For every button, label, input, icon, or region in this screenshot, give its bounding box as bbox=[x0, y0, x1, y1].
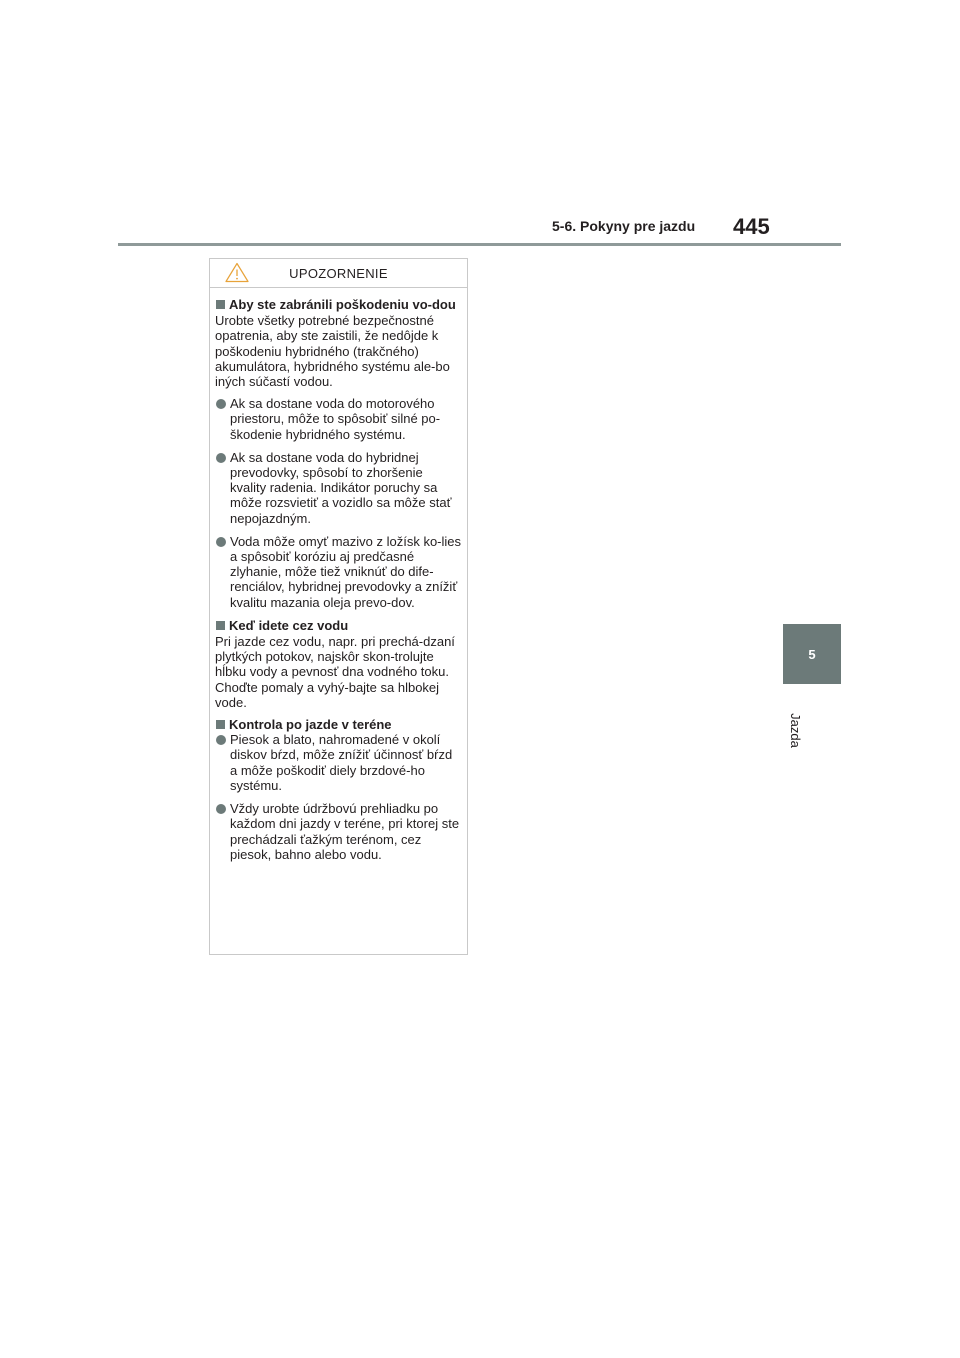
list-item-text: Vždy urobte údržbovú prehliadku po každom dni jazdy v teréne, pri ktorej ste prechádzali ťažkým terénom, cez piesok, bahno alebo vodu. bbox=[230, 801, 460, 862]
list-item bbox=[215, 732, 461, 793]
section-text: Urobte všetky potrebné bezpečnostné opatrenia, aby ste zaistili, že nedôjde k poškodeniu hybridného (trakčného) akumulátora, hybridného systému ale-bo iných súčastí vodou. bbox=[215, 313, 450, 390]
section-heading bbox=[215, 297, 461, 312]
warning-body bbox=[210, 288, 467, 862]
list-item-text: Ak sa dostane voda do hybridnej prevodovky, spôsobí to zhoršenie kvality radenia. Indikátor poruchy sa môže rozsvietiť a vozidlo sa môže stať nepojazdným. bbox=[230, 449, 452, 526]
section-heading-text: Keď idete cez vodu bbox=[229, 617, 349, 633]
list-item bbox=[215, 801, 461, 862]
round-bullet-icon bbox=[216, 537, 226, 547]
section-heading-text: Aby ste zabránili poškodeniu vo-dou bbox=[229, 297, 456, 312]
warning-header bbox=[210, 259, 467, 288]
list-item bbox=[215, 450, 461, 526]
chapter-label bbox=[785, 700, 805, 760]
list-item-text: Voda môže omyť mazivo z ložísk ko-lies a spôsobiť koróziu aj predčasné zlyhanie, môže tiež vniknúť do dife-renciálov, hybridnej prevodovky a znížiť kvalitu mazania oleja prevo-dov. bbox=[230, 533, 462, 610]
square-bullet-icon bbox=[216, 720, 225, 729]
list-item bbox=[215, 534, 461, 610]
round-bullet-icon bbox=[216, 735, 226, 745]
square-bullet-icon bbox=[216, 300, 225, 309]
list-item-text: Ak sa dostane voda do motorového priestoru, môže to spôsobiť silné po-škodenie hybridného systému. bbox=[230, 396, 441, 442]
square-bullet-icon bbox=[216, 621, 225, 630]
chapter-label-text: Jazda bbox=[787, 712, 803, 748]
section-heading bbox=[215, 717, 461, 732]
chapter-tab[interactable] bbox=[783, 624, 841, 684]
page-number: 445 bbox=[733, 214, 770, 239]
round-bullet-icon bbox=[216, 453, 226, 463]
warning-box bbox=[209, 258, 468, 955]
warning-title: UPOZORNENIE bbox=[289, 265, 388, 281]
list-item bbox=[215, 396, 461, 442]
section-text: Pri jazde cez vodu, napr. pri prechá-dzaní plytkých potokov, najskôr skon-trolujte hĺbku vody a pevnosť dna vodného toku. Choďte pomaly a vyhý-bajte sa hlbokej vode. bbox=[215, 634, 455, 710]
list-item-text: Piesok a blato, nahromadené v okolí diskov bŕzd, môže znížiť účinnosť bŕzd a môže poškodiť diely brzdové-ho systému. bbox=[230, 732, 453, 793]
round-bullet-icon bbox=[216, 804, 226, 814]
round-bullet-icon bbox=[216, 399, 226, 409]
section-heading bbox=[215, 618, 461, 633]
section-title: 5-6. Pokyny pre jazdu bbox=[552, 218, 696, 234]
header-divider bbox=[118, 243, 841, 246]
chapter-number: 5 bbox=[808, 646, 816, 662]
warning-triangle-icon bbox=[225, 262, 249, 283]
section-heading-text: Kontrola po jazde v teréne bbox=[229, 717, 392, 733]
